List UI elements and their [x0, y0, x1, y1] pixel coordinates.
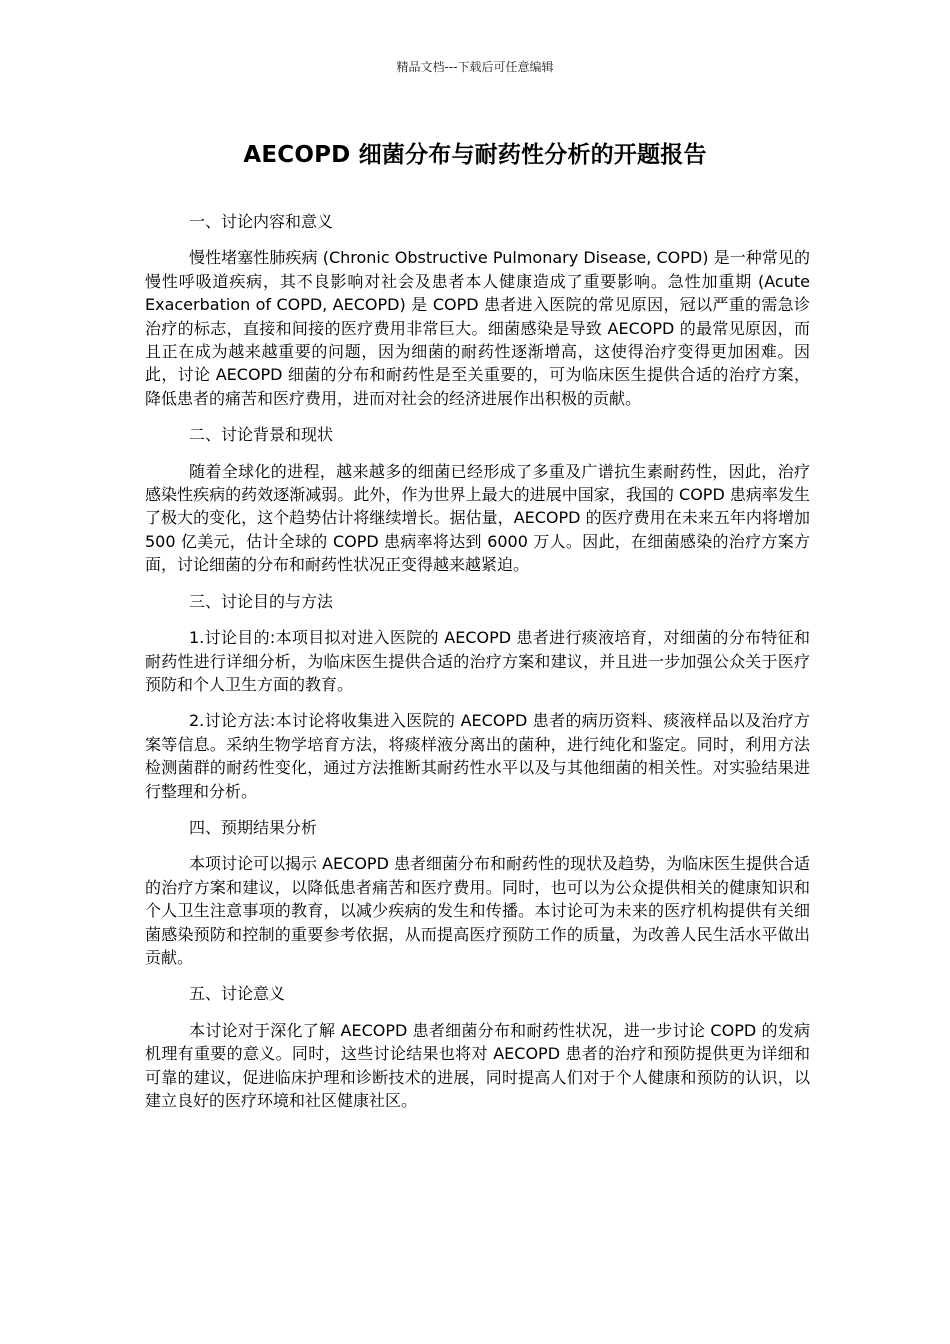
section-1 [145, 210, 810, 410]
section-5 [145, 982, 810, 1112]
section-heading: 五、讨论意义 [189, 984, 286, 1004]
paragraph: 1.讨论目的:本项目拟对进入医院的 AECOPD 患者进行痰液培育，对细菌的分布特征和耐药性进行详细分析，为临床医生提供合适的治疗方案和建议，并且进一步加强公众关于医疗预防和个人卫生方面的教育。 [145, 628, 810, 694]
document-title: AECOPD 细菌分布与耐药性分析的开题报告 [243, 142, 707, 168]
paragraph: 本项讨论可以揭示 AECOPD 患者细菌分布和耐药性的现状及趋势，为临床医生提供合适的治疗方案和建议，以降低患者痛苦和医疗费用。同时，也可以为公众提供相关的健康知识和个人卫生注意事项的教育，以减少疾病的发生和传播。本讨论可为未来的医疗机构提供有关细菌感染预防和控制的重要参考依据，从而提高医疗预防工作的质量，为改善人民生活水平做出贡献。 [145, 854, 810, 967]
section-heading: 四、预期结果分析 [189, 817, 318, 837]
section-3 [145, 590, 810, 803]
page-header: 精品文档---下载后可任意编辑 [396, 60, 554, 74]
section-2 [145, 423, 810, 576]
paragraph: 本讨论对于深化了解 AECOPD 患者细菌分布和耐药性状况，进一步讨论 COPD 的发病机理有重要的意义。同时，这些讨论结果也将对 AECOPD 患者的治疗和预防提供更为详细和可靠的建议，促进临床护理和诊断技术的进展，同时提高人们对于个人健康和预防的认识，以建立良好的医疗环境和社区健康社区。 [145, 1020, 810, 1110]
paragraph: 慢性堵塞性肺疾病 (Chronic Obstructive Pulmonary Disease, COPD) 是一种常见的慢性呼吸道疾病，其不良影响对社会及患者本人健康造成了重要影响。急性加重期 (Acute Exacerbation of COPD, AECOPD) 是 COPD 患者进入医院的常见原因，冠以严重的需急诊治疗的标志，直接和间接的医疗费用非常巨大。细菌感染是导致 AECOPD 的最常见原因，而且正在成为越来越重要的问题，因为细菌的耐药性逐渐增高，这使得治疗变得更加困难。因此，讨论 AECOPD 细菌的分布和耐药性是至关重要的，可为临床医生提供合适的治疗方案，降低患者的痛苦和医疗费用，进而对社会的经济进展作出积极的贡献。 [145, 248, 810, 408]
section-heading: 三、讨论目的与方法 [189, 591, 334, 611]
paragraph: 随着全球化的进程，越来越多的细菌已经形成了多重及广谱抗生素耐药性，因此，治疗感染性疾病的药效逐渐减弱。此外，作为世界上最大的进展中国家，我国的 COPD 患病率发生了极大的变化，这个趋势估计将继续增长。据估量，AECOPD 的医疗费用在未来五年内将增加 500 亿美元，估计全球的 COPD 患病率将达到 6000 万人。因此，在细菌感染的治疗方案方面，讨论细菌的分布和耐药性状况正变得越来越紧迫。 [145, 461, 810, 575]
section-4 [145, 816, 810, 969]
paragraph: 2.讨论方法:本讨论将收集进入医院的 AECOPD 患者的病历资料、痰液样品以及治疗方案等信息。采纳生物学培育方法，将痰样液分离出的菌种，进行纯化和鉴定。同时，利用方法检测菌群的耐药性变化，通过方法推断其耐药性水平以及与其他细菌的相关性。对实验结果进行整理和分析。 [145, 711, 810, 801]
section-heading: 一、讨论内容和意义 [189, 212, 334, 231]
section-heading: 二、讨论背景和现状 [189, 425, 334, 445]
document-body [145, 210, 810, 1125]
